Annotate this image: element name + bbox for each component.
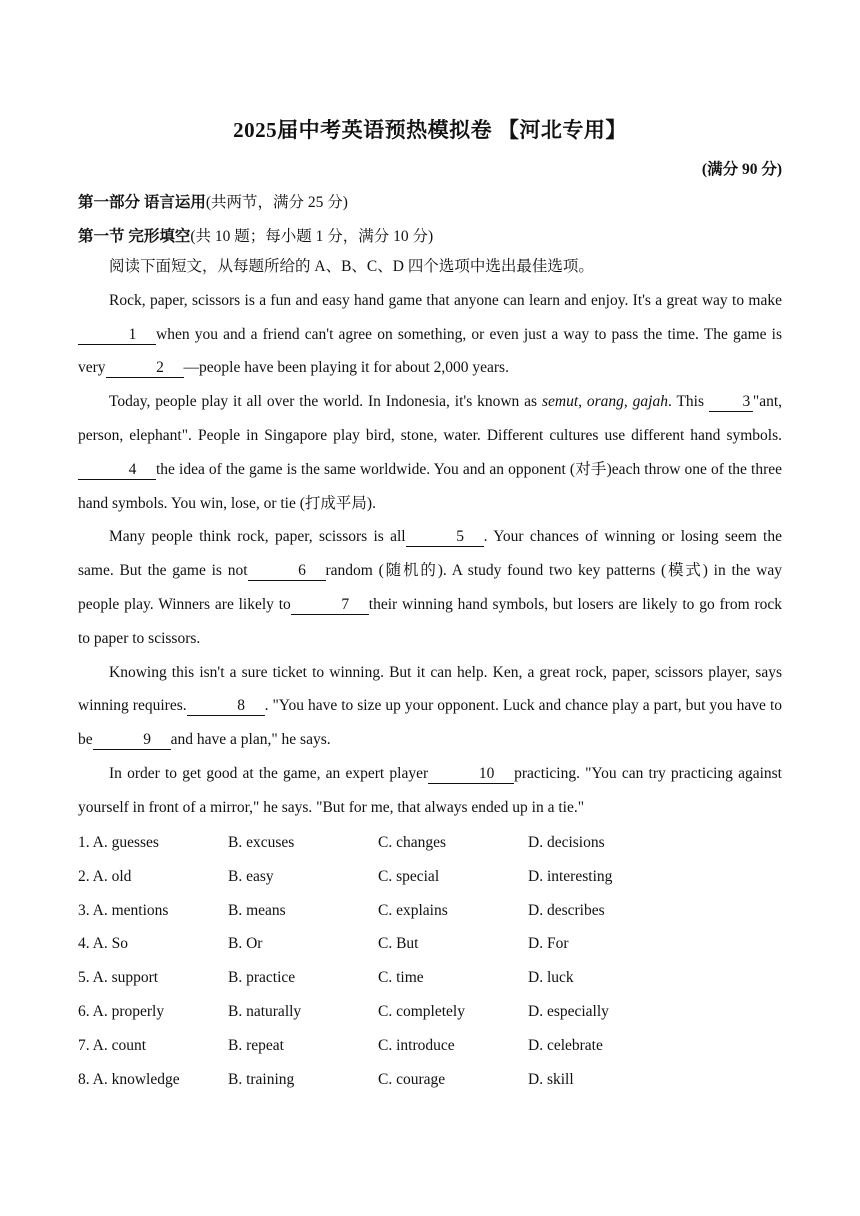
option-a: 8. A. knowledge xyxy=(78,1070,180,1088)
option-b: B. repeat xyxy=(228,1036,284,1054)
section-heading-rest: (共 10 题；每小题 1 分，满分 10 分) xyxy=(190,228,434,245)
option-a: 2. A. old xyxy=(78,867,132,885)
option-a: 7. A. count xyxy=(78,1036,147,1054)
option-c: C. explains xyxy=(378,901,448,919)
paragraph-3: Many people think rock, paper, scissors is all 5 . Your chances of winning or losing seem the same. But the game is not 6 random (随机的). A study found two key patterns (模式) in the way people play. Winners are likely to 7 their winning hand symbols, but losers are likely to go from rock to paper to scissors. xyxy=(78,528,782,647)
options-row xyxy=(78,826,678,860)
option-d: D. celebrate xyxy=(528,1036,603,1054)
part-heading-bold: 第一部分 语言运用 xyxy=(78,194,206,211)
blank-9: 9 xyxy=(93,731,171,750)
options-row xyxy=(78,961,678,995)
paragraph-4: Knowing this isn't a sure ticket to winning. But it can help. Ken, a great rock, paper, scissors player, says winning requires. 8 . "You have to size up your opponent. Luck and chance play a part, but you have to be 9 and have a plan," he says. xyxy=(78,663,782,749)
option-b: B. excuses xyxy=(228,834,295,851)
section-heading-bold: 第一节 完形填空 xyxy=(78,228,191,245)
paragraph-1: Rock, paper, scissors is a fun and easy hand game that anyone can learn and enjoy. It's a great way to make1 when you and a friend can't agree on something, or even just a way to pass the time. The game is very 2 —people have been playing it for about 2,000 years. xyxy=(78,291,782,377)
blank-6: 6 xyxy=(248,562,326,581)
blank-4: 4 xyxy=(78,461,156,480)
blank-5: 5 xyxy=(406,528,484,547)
option-b: B. training xyxy=(228,1070,295,1088)
blank-3: 3 xyxy=(709,393,753,412)
blank-7: 7 xyxy=(291,596,369,615)
section-heading xyxy=(78,224,433,246)
option-a: 6. A. properly xyxy=(78,1002,165,1020)
option-c: C. changes xyxy=(378,834,447,851)
option-b: B. easy xyxy=(228,867,274,885)
option-d: D. For xyxy=(528,935,569,953)
options-row xyxy=(78,860,678,894)
option-b: B. naturally xyxy=(228,1002,302,1020)
options-row xyxy=(78,894,678,928)
blank-2: 2 xyxy=(106,359,184,378)
option-a: 3. A. mentions xyxy=(78,901,169,919)
option-c: C. special xyxy=(378,867,440,885)
option-a: 5. A. support xyxy=(78,969,159,987)
indonesian-term: semut, orang, gajah xyxy=(541,393,668,411)
option-b: B. practice xyxy=(228,969,296,987)
option-d: D. interesting xyxy=(528,867,613,885)
blank-1: 1 xyxy=(78,326,156,345)
part-heading-rest: (共两节，满分 25 分) xyxy=(205,194,348,211)
blank-10: 10 xyxy=(428,765,514,784)
option-d: D. skill xyxy=(528,1070,574,1088)
option-a: 1. A. guesses xyxy=(78,834,159,851)
options-row xyxy=(78,1063,678,1097)
passage xyxy=(78,250,782,825)
option-d: D. describes xyxy=(528,901,605,919)
option-c: C. completely xyxy=(378,1002,465,1020)
option-c: C. introduce xyxy=(378,1036,455,1054)
instruction: 阅读下面短文，从每题所给的 A、B、C、D 四个选项中选出最佳选项。 xyxy=(109,258,594,275)
options-row xyxy=(78,927,678,961)
exam-title: 2025届中考英语预热模拟卷 【河北专用】 xyxy=(233,118,627,142)
option-c: C. time xyxy=(378,969,424,987)
part-heading xyxy=(78,190,348,212)
option-c: C. But xyxy=(378,935,419,953)
option-d: D. especially xyxy=(528,1002,609,1020)
option-a: 4. A. So xyxy=(78,935,128,953)
options-list xyxy=(78,826,678,1096)
option-b: B. means xyxy=(228,901,286,919)
full-score: (满分 90 分) xyxy=(701,161,782,178)
paragraph-2: Today, people play it all over the world. In Indonesia, it's known as semut, orang, gajah. This 3 "ant, person, elephant". People in Singapore play bird, stone, water. Different cultures use different hand symbols.4 the idea of the game is the same worldwide. You and an opponent (对手)each throw one of the three hand symbols. You win, lose, or tie (打成平局). xyxy=(78,393,783,512)
option-b: B. Or xyxy=(228,935,263,953)
option-d: D. luck xyxy=(528,969,574,987)
paragraph-5: In order to get good at the game, an expert player 10 practicing. "You can try practicing against yourself in front of a mirror," he says. "But for me, that always ended up in a tie." xyxy=(78,764,782,816)
options-row xyxy=(78,995,678,1029)
blank-8: 8 xyxy=(187,697,265,716)
options-row xyxy=(78,1029,678,1063)
option-d: D. decisions xyxy=(528,834,605,851)
option-c: C. courage xyxy=(378,1070,446,1088)
